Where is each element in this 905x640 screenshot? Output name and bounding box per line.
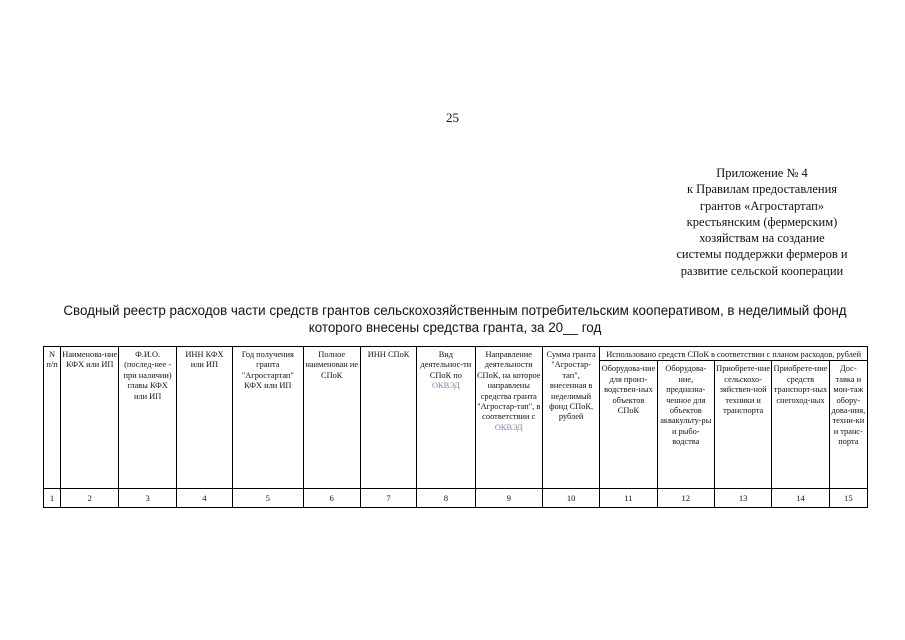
header-cell: Сумма гранта "Агростар-тап", внесенная в неделимый фонд СПоК, рублей [542,347,599,489]
column-number: 1 [44,489,61,508]
header-text: Вид деятельнос-ти СПоК по [420,350,472,380]
column-number: 9 [475,489,542,508]
subheader-cell: Дос-тавка и мон-таж обору-дова-ния, техни-ки и транс-порта [829,361,867,489]
registry-table [43,346,868,508]
appendix-line: хозяйствам на создание [699,231,825,246]
header-cell: Год получения гранта "Агростартап" КФХ или ИП [233,347,303,489]
appendix-line: Приложение № 4 [716,166,808,180]
column-number: 12 [657,489,714,508]
column-number: 14 [772,489,829,508]
column-number: 3 [119,489,176,508]
okved-link[interactable]: ОКВЭД [431,381,460,391]
header-cell [475,347,542,489]
column-number: 6 [303,489,360,508]
column-number: 2 [61,489,119,508]
appendix-block [630,165,894,279]
header-text: Направление деятельности СПоК, на которое направлены средства гранта "Агростар-тап", в соответствии с [476,350,541,422]
header-row [44,347,868,361]
subheader-cell: Оборудова-ние для произ-водствен-ных объектов СПоК [600,361,657,489]
column-number: 15 [829,489,867,508]
appendix-line: крестьянским (фермерским) [686,214,838,229]
document-title [40,302,870,336]
column-number: 5 [233,489,303,508]
column-number: 7 [360,489,416,508]
header-cell: ИНН СПоК [360,347,416,489]
column-number: 10 [542,489,599,508]
header-cell: ИНН КФХ или ИП [176,347,232,489]
subheader-cell: Приобрете-ние сельскохо-зяйствен-ной техники и транспорта [714,361,771,489]
appendix-line: системы поддержки фермеров и [676,247,848,262]
page-number: 25 [446,110,459,125]
header-cell [417,347,475,489]
header-cell: Ф.И.О. (послед-нее - при наличии) главы КФХ или ИП [119,347,176,489]
appendix-line: к Правилам предоставления [686,182,838,197]
group-header-cell: Использовано средств СПоК в соответствии с планом расходов, рублей [600,347,868,361]
header-cell: Наименова-ние КФХ или ИП [61,347,119,489]
header-cell: N п/п [44,347,61,489]
column-number: 8 [417,489,475,508]
title-line: Сводный реестр расходов части средств грантов сельскохозяйственным потребительским кооперативом, в неделимый фонд [63,303,847,318]
okved-link[interactable]: ОКВЭД [494,422,523,432]
column-number: 11 [600,489,657,508]
column-number-row [44,489,868,508]
column-number: 13 [714,489,771,508]
appendix-line: грантов «Агростартап» [699,198,825,213]
header-cell: Полное наименован ие СПоК [303,347,360,489]
title-line: которого внесены средства гранта, за 20__ год [308,320,602,335]
column-number: 4 [176,489,232,508]
subheader-cell: Оборудова-ние, предназна-ченное для объектов аквакульту-ры и рыбо-водства [657,361,714,489]
appendix-line: развитие сельской кооперации [680,263,844,278]
subheader-cell: Приобрете-ние средств транспорт-ных снегоход-ных [772,361,829,489]
